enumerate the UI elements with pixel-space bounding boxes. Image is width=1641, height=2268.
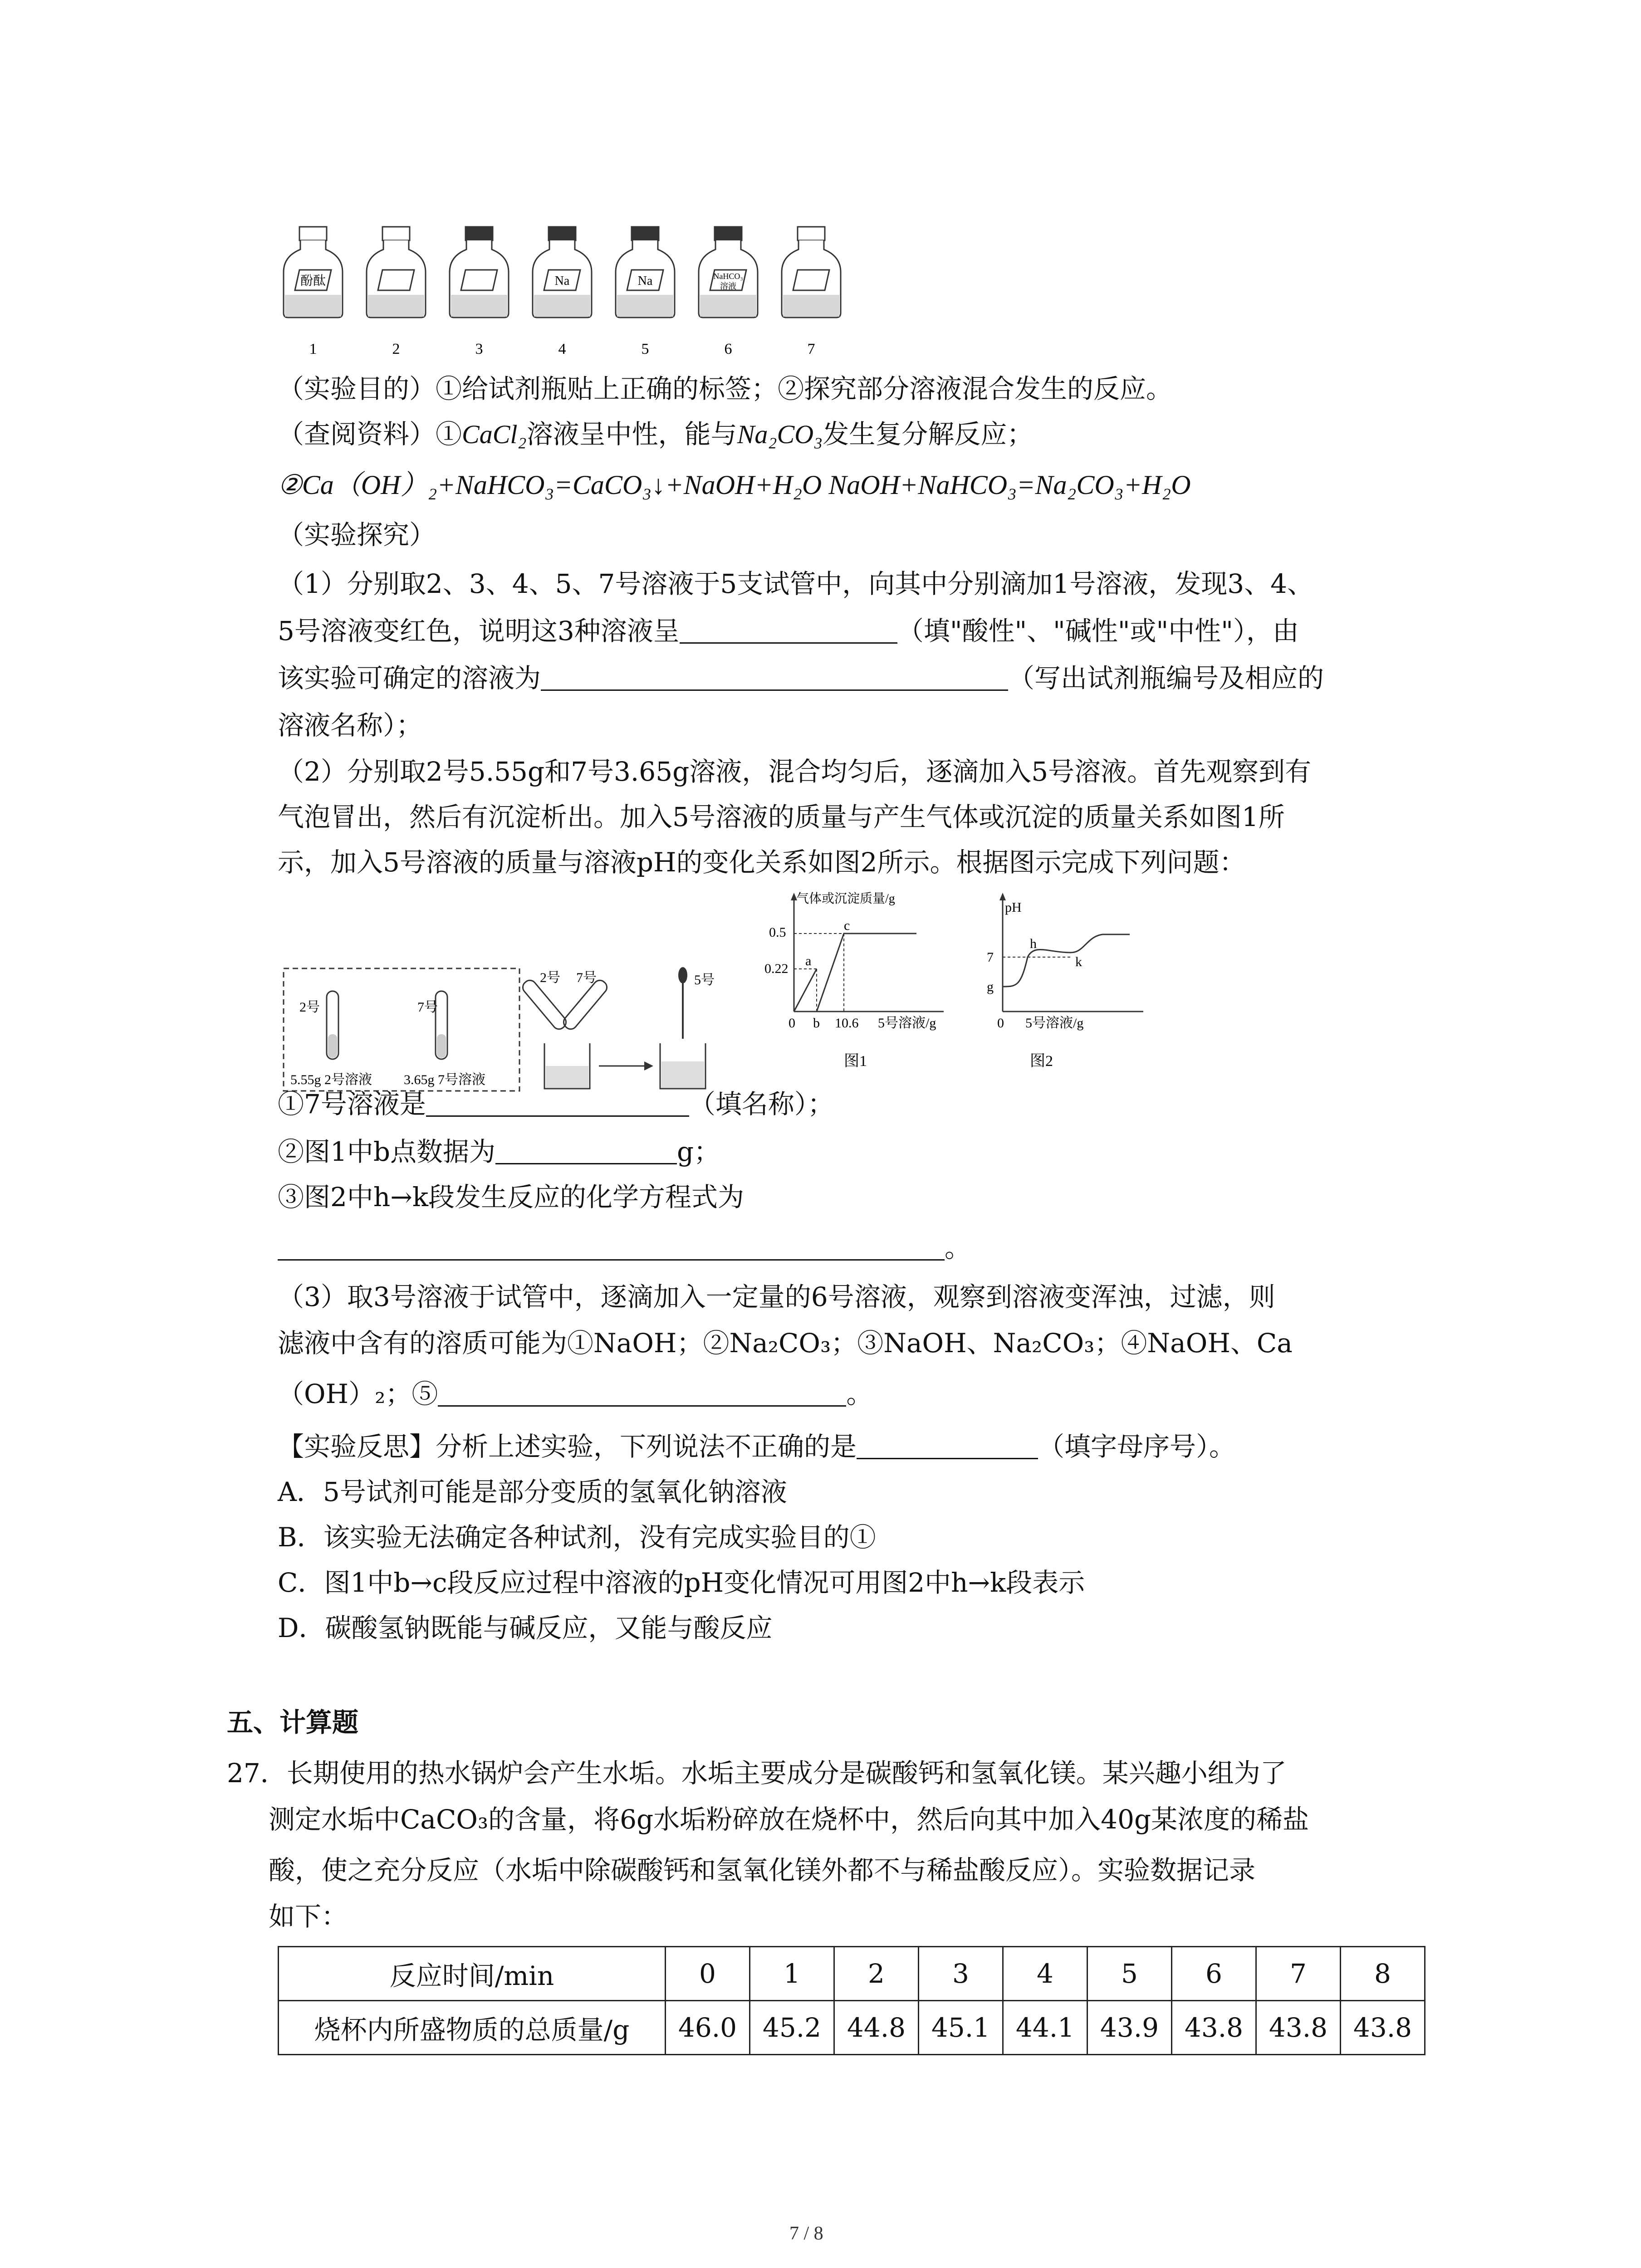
question-3-line3: （OH）₂；⑤ 。: [278, 1378, 873, 1409]
table-row-mass: [279, 2001, 1425, 2055]
question-1-line2: 5号溶液变红色，说明这3种溶液呈 （填"酸性"、"碱性"或"中性"），由: [278, 616, 1299, 646]
time-cell: 6: [1172, 1947, 1256, 2001]
reagent-bottle: [782, 227, 841, 357]
answer-blank-b-value[interactable]: [495, 1136, 677, 1164]
section-5-title: 五、计算题: [227, 1707, 359, 1738]
time-cell: 4: [1003, 1947, 1087, 2001]
time-cell: 3: [919, 1947, 1003, 2001]
tube-2-caption: 3.65g 7号溶液: [404, 1072, 485, 1087]
answer-blank-reflection[interactable]: [857, 1431, 1038, 1459]
time-cell: 8: [1341, 1947, 1425, 2001]
fig1-ytick-0.5: 0.5: [769, 925, 786, 940]
mass-cell: 45.2: [750, 2001, 834, 2055]
question-2-line3: 示，加入5号溶液的质量与溶液pH的变化关系如图2所示。根据图示完成下列问题：: [278, 847, 1246, 878]
fig1-gas-line: [794, 969, 817, 1012]
time-cell: 0: [666, 1947, 750, 2001]
question-27-line4: 如下：: [269, 1901, 348, 1932]
mass-cell: 43.8: [1256, 2001, 1341, 2055]
fig1-point-c: c: [844, 918, 850, 933]
bottle-number: 6: [724, 341, 732, 357]
pouring-tube-left: [520, 978, 569, 1032]
chemical-equations: ②Ca（OH）₂+NaHCO₃=CaCO₃↓+NaOH+H₂O NaOH+NaHCO₃=Na₂CO₃+H₂O: [278, 470, 1191, 500]
question-27-line3: 酸，使之充分反应（水垢中除碳酸钙和氢氧化镁外都不与稀盐酸反应）。实验数据记录: [269, 1855, 1256, 1886]
bottle-number: 7: [807, 341, 815, 357]
mass-cell: 45.1: [919, 2001, 1003, 2055]
mass-cell: 46.0: [666, 2001, 750, 2055]
bottle-label: NaHCO₃: [713, 272, 743, 281]
experiment-purpose: （实验目的）①给试剂瓶贴上正确的标签；②探究部分溶液混合发生的反应。: [278, 373, 1173, 404]
fig1-ylabel: 气体或沉淀质量/g: [796, 892, 895, 906]
figure-2-graph: [971, 889, 1161, 1080]
pour-label-right: 7号: [576, 970, 597, 985]
fig2-ph-curve: [1003, 934, 1130, 987]
bottle-label: Na: [554, 274, 570, 288]
fig1-caption: 图1: [844, 1053, 867, 1070]
subquestion-2: ②图1中b点数据为 g；: [278, 1136, 720, 1167]
subquestion-1: ①7号溶液是 （填名称）；: [278, 1089, 834, 1119]
bottle-label: 溶液: [720, 282, 736, 291]
fig2-xlabel: 5号溶液/g: [1025, 1016, 1084, 1031]
question-27-line2: 测定水垢中CaCO₃的含量，将6g水垢粉碎放在烧杯中，然后向其中加入40g某浓度的稀盐: [269, 1804, 1309, 1835]
reagent-bottles-figure: [272, 218, 862, 367]
subquestion-3: ③图2中h→k段发生反应的化学方程式为: [278, 1182, 745, 1212]
option-d: D．碳酸氢钠既能与碱反应，又能与酸反应: [278, 1613, 773, 1643]
fig1-xtick-10.6: 10.6: [835, 1016, 859, 1031]
answer-blank-solute-5[interactable]: [438, 1378, 846, 1407]
figure-1-graph: [762, 889, 962, 1080]
bottle-number: 1: [309, 341, 317, 357]
time-cell: 5: [1087, 1947, 1172, 2001]
apparatus-figure: [281, 907, 744, 1098]
time-cell: 1: [750, 1947, 834, 2001]
option-a: A．5号试剂可能是部分变质的氢氧化钠溶液: [278, 1476, 787, 1507]
table-row-time: [279, 1947, 1425, 2001]
mass-cell: 44.1: [1003, 2001, 1087, 2055]
fig1-xtick-0: 0: [789, 1016, 795, 1031]
fig2-ytick-g: g: [987, 979, 994, 994]
explore-heading: （实验探究）: [278, 519, 436, 550]
reagent-bottle: [533, 227, 592, 357]
time-cell: 2: [834, 1947, 919, 2001]
mass-cell: 43.8: [1341, 2001, 1425, 2055]
question-27-line1: 27．长期使用的热水锅炉会产生水垢。水垢主要成分是碳酸钙和氢氧化镁。某兴趣小组为了: [227, 1758, 1287, 1789]
fig2-point-h: h: [1030, 936, 1037, 951]
mass-cell: 43.9: [1087, 2001, 1172, 2055]
fig1-ytick-0.22: 0.22: [764, 961, 789, 976]
bottle-label: 酚酞: [300, 274, 326, 288]
mass-cell: 44.8: [834, 2001, 919, 2055]
bottle-label: Na: [637, 274, 653, 288]
fig1-point-a: a: [805, 953, 812, 968]
option-c: C．图1中b→c段反应过程中溶液的pH变化情况可用图2中h→k段表示: [278, 1567, 1085, 1598]
page-number: 7 / 8: [789, 2223, 823, 2244]
pouring-tube-right: [561, 978, 610, 1032]
formula-cacl2: CaCl₂: [462, 420, 527, 449]
reagent-bottle: [367, 227, 426, 357]
bottle-number: 3: [475, 341, 483, 357]
fig1-precip-line: [817, 934, 916, 1012]
reflection: 【实验反思】分析上述实验，下列说法不正确的是 （填字母序号）。: [278, 1431, 1236, 1462]
answer-blank-solutions[interactable]: [541, 662, 1008, 691]
pour-label-left: 2号: [540, 970, 560, 985]
question-3-line2: 滤液中含有的溶质可能为①NaOH；②Na₂CO₃；③NaOH、Na₂CO₃；④NaOH、Ca: [278, 1328, 1293, 1359]
reagent-bottle: [616, 227, 675, 357]
question-1-line1: （1）分别取2、3、4、5、7号溶液于5支试管中，向其中分别滴加1号溶液，发现3、4、: [278, 568, 1314, 599]
data-table: [278, 1946, 1425, 2055]
answer-blank-acidity[interactable]: [680, 615, 897, 644]
fig2-ytick-7: 7: [987, 950, 994, 965]
mass-cell: 43.8: [1172, 2001, 1256, 2055]
tube-1-caption: 5.55g 2号溶液: [290, 1072, 372, 1087]
fig2-xtick-0: 0: [997, 1016, 1004, 1031]
row-label-time: 反应时间/min: [279, 1947, 666, 2001]
bottle-number: 2: [392, 341, 400, 357]
row-label-mass: 烧杯内所盛物质的总质量/g: [279, 2001, 666, 2055]
fig2-point-k: k: [1075, 954, 1082, 969]
answer-blank-equation[interactable]: [278, 1232, 945, 1261]
fig1-xlabel: 5号溶液/g: [878, 1016, 936, 1031]
fig2-caption: 图2: [1030, 1053, 1053, 1070]
question-3-line1: （3）取3号溶液于试管中，逐滴加入一定量的6号溶液，观察到溶液变浑浊，过滤，则: [278, 1281, 1275, 1312]
formula-na2co3: Na₂CO₃: [737, 420, 823, 449]
question-1-line4: 溶液名称）；: [278, 710, 423, 741]
bottle-number: 5: [641, 341, 649, 357]
reference-material: （查阅资料）①CaCl₂溶液呈中性，能与Na₂CO₃发生复分解反应；: [278, 419, 1034, 450]
reagent-bottle: [699, 227, 758, 357]
time-cell: 7: [1256, 1947, 1341, 2001]
question-2-line2: 气泡冒出，然后有沉淀析出。加入5号溶液的质量与产生气体或沉淀的质量关系如图1所: [278, 802, 1285, 832]
question-1-line3: 该实验可确定的溶液为 （写出试剂瓶编号及相应的: [278, 663, 1324, 694]
reagent-bottle: [284, 227, 343, 357]
fig1-xtick-b: b: [813, 1016, 820, 1031]
tube-1-label: 2号: [299, 1000, 320, 1015]
fig2-ylabel: pH: [1005, 900, 1022, 915]
tube-2-label: 7号: [417, 1000, 438, 1015]
reagent-bottle: [450, 227, 509, 357]
answer-blank-7-name[interactable]: [426, 1088, 689, 1117]
question-2-line1: （2）分别取2号5.55g和7号3.65g溶液，混合均匀后，逐滴加入5号溶液。首先观察到有: [278, 756, 1312, 787]
drop-label: 5号: [694, 973, 715, 987]
bottle-number: 4: [558, 341, 566, 357]
subquestion-3-answer: 。: [278, 1230, 971, 1266]
option-b: B．该实验无法确定各种试剂，没有完成实验目的①: [278, 1522, 876, 1553]
